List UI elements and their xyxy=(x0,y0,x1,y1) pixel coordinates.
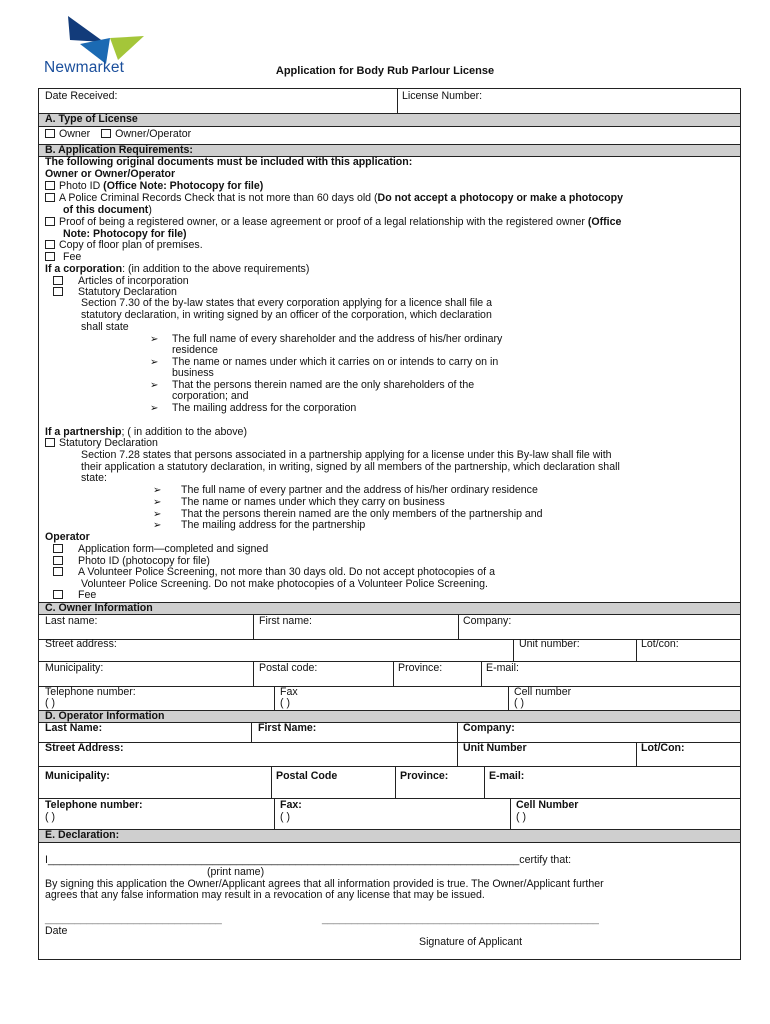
owner-telephone-paren: ( ) xyxy=(45,697,55,709)
op-photo-checkbox[interactable] xyxy=(53,556,63,565)
op-police-label-2: Volunteer Police Screening. Do not make photocopies of a Volunteer Police Screening. xyxy=(81,578,488,590)
operator-unit-field[interactable]: Unit Number xyxy=(463,742,527,754)
operator-first-name-field[interactable]: First Name: xyxy=(258,722,317,734)
operator-company-field[interactable]: Company: xyxy=(463,722,515,734)
partnership-rest: ; ( in addition to the above) xyxy=(121,426,247,438)
owner-operator-label: Owner/Operator xyxy=(115,128,192,140)
operator-last-name-field[interactable]: Last Name: xyxy=(45,722,103,734)
declaration-statement-2: agrees that any false information may result in a revocation of any license that may be issued. xyxy=(45,889,485,901)
corporation-rest: : (in addition to the above requirements) xyxy=(122,263,310,275)
corp-text-2: statutory declaration, in writing signed by an officer of the corporation, which declaration xyxy=(81,309,492,321)
partnership-label: If a partnership xyxy=(45,426,122,438)
partner-bullet: The full name of every partner and the address of his/her ordinary residence xyxy=(181,484,538,496)
owner-first-name-field[interactable]: First name: xyxy=(259,615,312,627)
partner-text-1: Section 7.28 states that persons associated in a partnership applying for a license under this By-law shall file with xyxy=(81,449,612,461)
section-c-title: C. Owner Information xyxy=(45,602,153,614)
section-b-title: B. Application Requirements: xyxy=(45,144,193,156)
operator-municipality-field[interactable]: Municipality: xyxy=(45,770,110,782)
bullet-arrow-icon: ➢ xyxy=(153,485,162,496)
owner-cell-paren: ( ) xyxy=(514,697,524,709)
fee-checkbox[interactable] xyxy=(45,252,55,261)
photo-id-checkbox[interactable] xyxy=(45,181,55,190)
owner-label: Owner xyxy=(59,128,91,140)
form-title: Application for Body Rub Parlour License xyxy=(275,65,495,77)
license-number-label: License Number: xyxy=(402,90,483,102)
certify-line[interactable]: I________________________________________________________________________________certify that: xyxy=(45,854,572,866)
photo-id-note: (Office Note: Photocopy for file) xyxy=(103,180,264,192)
corp-bullet: That the persons therein named are the only shareholders of the xyxy=(172,379,475,391)
operator-cell-field[interactable]: Cell Number xyxy=(516,799,579,811)
police-check-note: Do not accept a photocopy or make a photocopy xyxy=(377,192,623,204)
partner-text-3: state: xyxy=(81,472,107,484)
bullet-arrow-icon: ➢ xyxy=(153,509,162,520)
police-check-end: ) xyxy=(148,204,152,216)
corp-bullet: The full name of every shareholder and the address of his/her ordinary xyxy=(172,333,503,345)
operator-telephone-paren: ( ) xyxy=(45,811,55,823)
owner-fax-paren: ( ) xyxy=(280,697,290,709)
op-form-label: Application form—completed and signed xyxy=(78,543,269,555)
police-check-checkbox[interactable] xyxy=(45,193,55,202)
police-check-note-2: of this document xyxy=(63,204,149,216)
owner-unit-field[interactable]: Unit number: xyxy=(519,638,580,650)
op-fee-checkbox[interactable] xyxy=(53,590,63,599)
corporation-label: If a corporation xyxy=(45,263,123,275)
operator-lot-field[interactable]: Lot/Con: xyxy=(641,742,685,754)
section-e-title: E. Declaration: xyxy=(45,829,120,841)
partner-bullet: The name or names under which they carry on business xyxy=(181,496,445,508)
signature-label: Signature of Applicant xyxy=(419,936,523,948)
corp-text-3: shall state xyxy=(81,321,129,333)
operator-cell-paren: ( ) xyxy=(516,811,526,823)
operator-postal-field[interactable]: Postal Code xyxy=(276,770,338,782)
floor-plan-checkbox[interactable] xyxy=(45,240,55,249)
owner-checkbox[interactable] xyxy=(45,129,55,138)
proof-note: (Office xyxy=(587,216,622,228)
proof-checkbox[interactable] xyxy=(45,217,55,226)
operator-heading: Operator xyxy=(45,531,90,543)
op-photo-label: Photo ID (photocopy for file) xyxy=(78,555,210,567)
owner-street-field[interactable]: Street address: xyxy=(45,638,117,650)
owner-last-name-field[interactable]: Last name: xyxy=(45,615,98,627)
corp-stat-decl-checkbox[interactable] xyxy=(53,287,63,296)
date-received-label: Date Received: xyxy=(45,90,118,102)
owner-postal-field[interactable]: Postal code: xyxy=(259,662,318,674)
operator-fax-field[interactable]: Fax: xyxy=(280,799,302,811)
print-name-label: (print name) xyxy=(207,866,265,878)
corp-bullet: The name or names under which it carries on or intends to carry on in xyxy=(172,356,499,368)
partner-bullet: That the persons therein named are the only members of the partnership and xyxy=(181,508,543,520)
operator-email-field[interactable]: E-mail: xyxy=(489,770,525,782)
operator-fax-paren: ( ) xyxy=(280,811,290,823)
bullet-arrow-icon: ➢ xyxy=(150,357,159,368)
corp-bullet: business xyxy=(172,367,214,379)
date-line[interactable]: ______________________________ xyxy=(45,913,222,925)
owner-province-field[interactable]: Province: xyxy=(398,662,443,674)
section-d-title: D. Operator Information xyxy=(45,710,165,722)
owner-fax-field[interactable]: Fax xyxy=(280,686,298,698)
photo-id-label: Photo ID xyxy=(59,180,104,192)
owner-operator-checkbox[interactable] xyxy=(101,129,111,138)
section-a-title: A. Type of License xyxy=(45,113,138,125)
bullet-arrow-icon: ➢ xyxy=(150,403,159,414)
operator-telephone-field[interactable]: Telephone number: xyxy=(45,799,143,811)
bullet-arrow-icon: ➢ xyxy=(150,380,159,391)
declaration-statement-1: By signing this application the Owner/Applicant agrees that all information provided is true. The Owner/Applicant further xyxy=(45,878,604,890)
logo-text: Newmarket xyxy=(44,59,125,76)
partner-bullet: The mailing address for the partnership xyxy=(181,519,366,531)
operator-province-field[interactable]: Province: xyxy=(400,770,449,782)
police-check-label: A Police Criminal Records Check that is not more than 60 days old ( xyxy=(59,192,378,204)
op-fee-label: Fee xyxy=(78,589,97,601)
corp-text-1: Section 7.30 of the by-law states that every corporation applying for a licence shall file a xyxy=(81,297,493,309)
corp-bullet: corporation; and xyxy=(172,390,249,402)
op-form-checkbox[interactable] xyxy=(53,544,63,553)
owner-municipality-field[interactable]: Municipality: xyxy=(45,662,104,674)
date-label: Date xyxy=(45,925,68,937)
corp-bullet: The mailing address for the corporation xyxy=(172,402,357,414)
bullet-arrow-icon: ➢ xyxy=(153,497,162,508)
proof-label: Proof of being a registered owner, or a lease agreement or proof of a legal relationship with the registered owner xyxy=(59,216,588,228)
articles-label: Articles of incorporation xyxy=(78,275,189,287)
owner-email-field[interactable]: E-mail: xyxy=(486,662,519,674)
owner-heading: Owner or Owner/Operator xyxy=(45,168,176,180)
owner-lot-field[interactable]: Lot/con: xyxy=(641,638,679,650)
op-police-label: A Volunteer Police Screening, not more than 30 days old. Do not accept photocopies of a xyxy=(78,566,495,578)
corp-bullet: residence xyxy=(172,344,218,356)
owner-company-field[interactable]: Company: xyxy=(463,615,512,627)
owner-cell-field[interactable]: Cell number xyxy=(514,686,572,698)
floor-plan-label: Copy of floor plan of premises. xyxy=(59,239,203,251)
fee-label: Fee xyxy=(63,251,82,263)
owner-telephone-field[interactable]: Telephone number: xyxy=(45,686,136,698)
partner-stat-decl-checkbox[interactable] xyxy=(45,438,55,447)
bullet-arrow-icon: ➢ xyxy=(150,334,159,345)
requirements-intro: The following original documents must be included with this application: xyxy=(45,156,413,168)
op-police-checkbox[interactable] xyxy=(53,567,63,576)
corp-stat-decl-label: Statutory Declaration xyxy=(78,286,177,298)
partner-stat-decl-label: Statutory Declaration xyxy=(59,437,158,449)
partner-text-2: their application a statutory declaration, in writing, signed by all members of the partnership, which declaration shall xyxy=(81,461,620,473)
proof-note-2: Note: Photocopy for file) xyxy=(63,228,187,240)
bullet-arrow-icon: ➢ xyxy=(153,520,162,531)
signature-line[interactable]: _______________________________________________ xyxy=(322,913,599,925)
articles-checkbox[interactable] xyxy=(53,276,63,285)
operator-street-field[interactable]: Street Address: xyxy=(45,742,124,754)
